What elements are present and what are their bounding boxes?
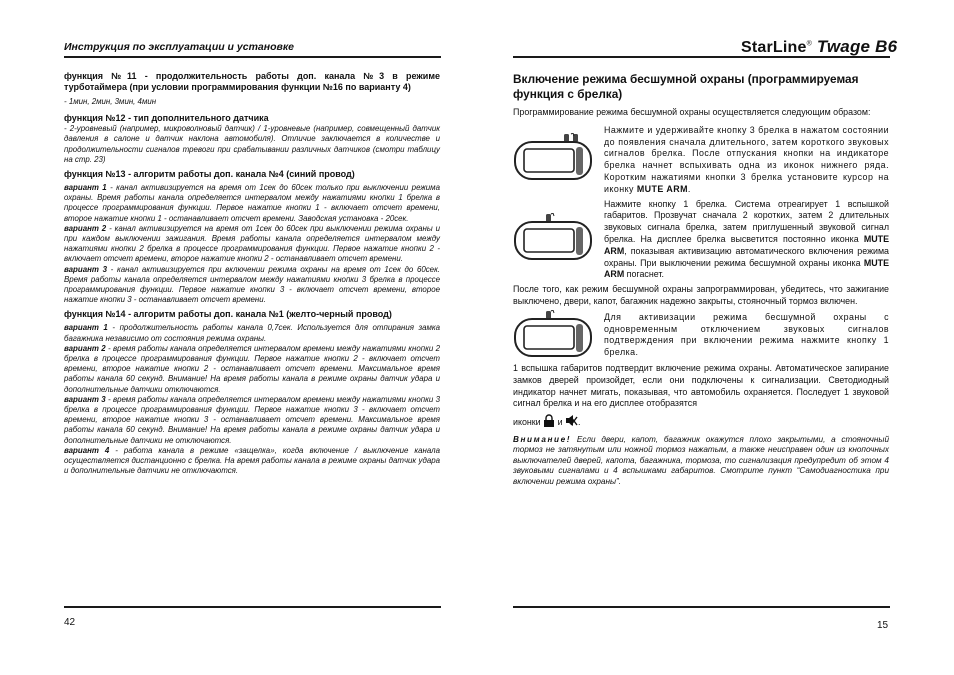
keyfob-button-3-icon <box>513 133 593 184</box>
variant-label: вариант 3 <box>64 394 106 404</box>
keyfob-button-1-icon <box>513 213 593 264</box>
brand-model: Twage B6 <box>816 37 898 56</box>
header-manual-title: Инструкция по эксплуатации и установке <box>64 41 295 53</box>
function-13-variant-2 <box>64 224 440 265</box>
function-14-variant-1 <box>64 323 440 343</box>
page-number-right: 15 <box>877 620 889 631</box>
variant-text: - канал активизируется на время от 1сек до 60сек только при выключении режима охраны. Время работы канала определяется интервалом между нажатиями кнопки 1 брелка в процессе программирования функции. Первое нажатие кнопки 1 - включает отсчет времени, второе нажатие кнопки 1 - останавливает отсчет времени. Заводская установка - 20сек. <box>64 183 440 223</box>
variant-label: вариант 2 <box>64 223 107 233</box>
speaker-muted-icon <box>565 414 578 431</box>
function-14-variant-4 <box>64 446 440 477</box>
keyfob-button-1-icon <box>513 310 593 361</box>
variant-label: вариант 1 <box>64 323 108 333</box>
page-number-left: 42 <box>64 617 76 628</box>
warning-label: Внимание! <box>513 434 572 444</box>
warning-text: Если двери, капот, багажник окажутся плохо закрытыми, а стояночный тормоз не затянутым или ножной тормоз нажатым, а также неисправен один из кнопочных выключателей дверей, капота, багажника, тормоза, то сигнализация предупредит об этом 4 звуковыми сигналами и 4 вспышками габаритов. Смотрите пункт “Самодиагностика при включении режима охраны”. <box>513 434 889 486</box>
function-14-variant-2 <box>64 344 440 395</box>
mute-arm-label: MUTE ARM <box>636 183 688 194</box>
function-13-title: функция №13 - алгоритм работы доп. канала №4 (синий провод) <box>64 169 355 180</box>
function-14-title: функция №14 - алгоритм работы доп. канала №1 (желто-черный провод) <box>64 309 392 320</box>
variant-label: вариант 3 <box>64 264 107 274</box>
function-12-title: функция №12 - тип дополнительного датчика <box>64 113 269 124</box>
step-1-text: Нажмите и удерживайте кнопку 3 брелка в нажатом состоянии до появления сначала длительного, затем короткого звуковых сигналов брелка. После отпускания кнопки на индикаторе брелка начнет вспыхивать одна из иконок нижнего ряда. Коротким нажатиями кнопки 3 брелка установите курсор на иконку MUTE ARM. <box>604 124 889 194</box>
header-rule-right <box>513 56 890 58</box>
mute-arm-label: MUTE ARM <box>604 257 889 280</box>
function-11-values: - 1мин, 2мин, 3мин, 4мин <box>64 97 157 106</box>
after-programming-text: После того, как режим бесшумной охраны запрограммирован, убедитесь, что зажигание выключено, двери, капот, багажник надежно закрыты, стояночный тормоз включен. <box>513 284 889 306</box>
variant-text: - время работы канала определяется интервалом времени между нажатиями кнопки 3 брелка в процессе программирования функции. Первое нажатие кнопки 3 - включает отсчет времени, второе нажатие кнопки 3 - останавливает отсчет времени. Максимальное время работы канала 60 секунд. Внимание! На время работы канала в режиме охраны датчик удара и дополнительные датчики не отключаются. <box>64 394 440 445</box>
step-2-text: Нажмите кнопку 1 брелка. Система отреагирует 1 вспышкой габаритов. Прозвучат сначала 2 коротких, затем 2 длительных звуковых сигнала брелка, затем приглушенный звуковой сигнал брелка. На дисплее брелка высветится постоянно иконка MUTE ARM, показывая активизацию автоматического включения режима охраны. При выключении режима бесшумной охраны иконка MUTE ARM погаснет. <box>604 198 889 280</box>
variant-text: - работа канала в режиме «защелка», когда включение / выключение канала осуществляется дистанционно с брелка. На время работы канала в режиме охраны датчик удара и дополнительные датчики не отключаются. <box>64 445 440 476</box>
section-title: Включение режима бесшумной охраны (программируемая функция с брелка) <box>513 72 859 101</box>
step-1-block <box>513 125 889 196</box>
variant-label: вариант 2 <box>64 343 106 353</box>
function-13-variant-1 <box>64 183 440 224</box>
variant-label: вариант 4 <box>64 445 110 455</box>
function-11-title: функция №11 - продолжительность работы доп. канала №3 в режиме турботаймера (при условии программирования функции №16 по варианту 4) <box>64 71 440 92</box>
footer-rule-left <box>64 606 441 608</box>
variant-text: - продолжительность работы канала 0,7сек. Используется для отпирания замка багажника независимо от состояния режима охраны. <box>64 323 440 343</box>
function-13-variant-3 <box>64 265 440 306</box>
header-rule-left <box>64 56 441 58</box>
lock-icon <box>543 414 555 431</box>
confirmation-text: 1 вспышка габаритов подтвердит включение режима охраны. Автоматическое запирание замков дверей произойдет, если они подключены к сигнализации. Светодиодный индикатор начнет мигать, показывая, что автомобиль охраняется. Последует 1 звуковой сигнал брелка и на его дисплее отобразятся <box>513 362 889 409</box>
mute-arm-label: MUTE ARM <box>604 233 889 256</box>
variant-text: - канал активизируется на время от 1сек до 60сек при выключении режима охраны и при каждом выключении зажигания. Время работы канала определяется интервалом между нажатиями кнопки 2 брелка в процессе программирования функции. Первое нажатие кнопки 2 - включает отсчет времени, второе нажатие кнопки 2 - останавливает отсчет времени. <box>64 223 440 264</box>
left-page-content <box>64 71 440 477</box>
variant-label: вариант 1 <box>64 183 107 193</box>
step-3-block <box>513 312 889 359</box>
variant-text: - время работы канала определяется интервалом времени между нажатиями кнопки 2 брелка в процессе программирования функции. Первое нажатие кнопки 2 - включает отсчет времени, второе нажатие кнопки 2 - останавливает отсчет времени. Максимальное время работы канала 60 секунд. Внимание! На время работы канала в режиме охраны датчик удара и дополнительные датчики отключаются. <box>64 343 440 394</box>
intro-text: Программирование режима бесшумной охраны осуществляется следующим образом: <box>513 107 871 117</box>
function-14-variant-3 <box>64 395 440 446</box>
variant-text: - канал активизируется при включении режима охраны на время от 1сек до 60сек. Время работы канала определяется интервалом между нажатиями кнопки 3 брелка в процессе программирования функции. Первое нажатие кнопки 3 - включает отсчет времени, второе нажатие кнопки 3 - останавливает отсчет времени. <box>64 264 440 305</box>
step-3-text: Для активизации режима бесшумной охраны с одновременным отключением звуковых сигналов подтверждения при включении режима нажмите кнопку 1 брелка. <box>604 311 889 358</box>
function-12-text: - 2-уровневый (например, микроволновый датчик) / 1-уровневые (например, совмещенный датчик давления в салоне и датчик наклона автомобиля). Отличие заключается в количестве и продолжительности сигналов тревоги при срабатывании различных датчиков (смотри таблицу на стр. 23) <box>64 124 440 164</box>
footer-rule-right <box>513 606 890 608</box>
step-2-block <box>513 199 889 282</box>
right-page-content <box>513 72 889 487</box>
starline-logo: StarLine <box>741 39 807 56</box>
icons-line: иконки и . <box>513 414 889 431</box>
brand-header: StarLine® Twage B6 <box>741 37 898 56</box>
warning-note <box>513 435 889 487</box>
